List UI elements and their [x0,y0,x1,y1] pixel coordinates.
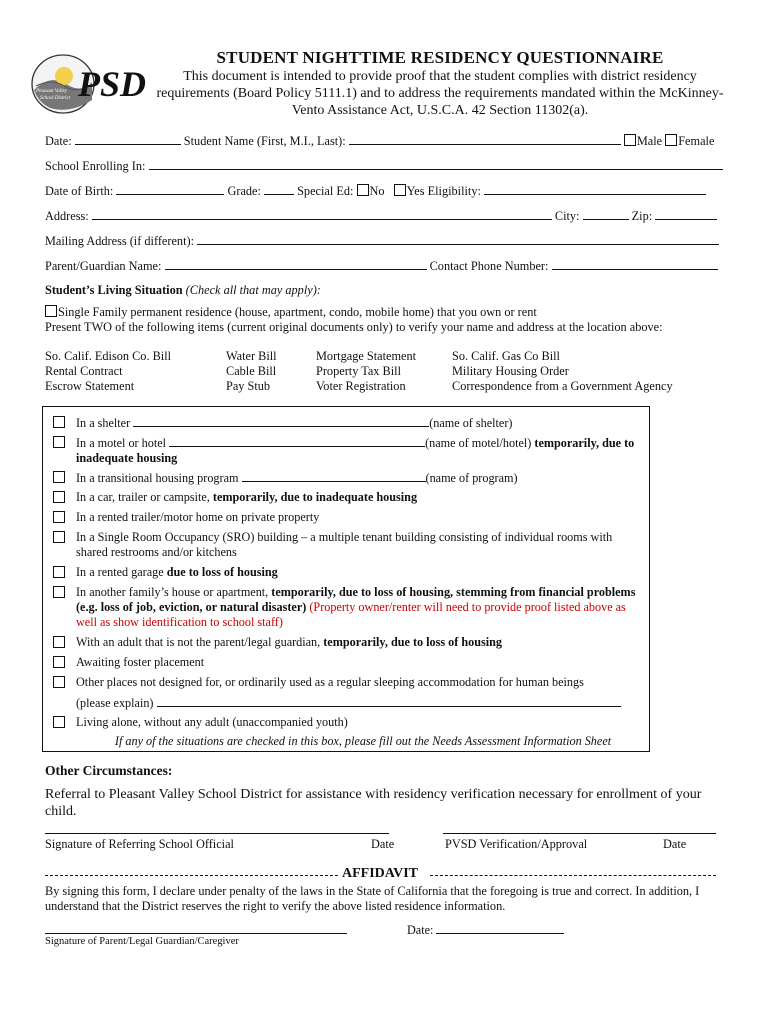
car-bold: temporarily, due to inadequate housing [212,490,418,504]
motel-suffix: (name of motel/hotel) [425,436,532,450]
student-name-label: Student Name (First, M.I., Last): [183,134,346,148]
grade-label: Grade: [227,184,261,198]
motel-checkbox[interactable] [53,436,65,448]
mailing-field[interactable] [197,233,719,245]
other-places-checkbox[interactable] [53,676,65,688]
car-checkbox[interactable] [53,491,65,503]
foster-checkbox[interactable] [53,656,65,668]
affidavit-text: By signing this form, I declare under penalty of the laws in the State of California that the foregoing is true and correct. In addition, I understand that the District reserves the right to verify the above listed residence information. [45,884,700,913]
pvsd-verification-label: PVSD Verification/Approval [445,837,588,851]
car-label: In a car, trailer or campsite, [76,490,210,504]
documents-list [45,349,725,395]
referral-text: Referral to Pleasant Valley School District for assistance with residency verification necessary for enrollment of your child. [45,787,702,819]
affidavit-divider-right [430,875,716,876]
single-family-label: Single Family permanent residence (house, apartment, condo, mobile home) that you own or rent [58,305,537,319]
document-item: Property Tax Bill [316,364,401,378]
parent-signature-label: Signature of Parent/Legal Guardian/Caregiver [45,936,239,947]
date-label: Date: [45,134,72,148]
parent-row [45,258,718,274]
dob-label: Date of Birth: [45,184,114,198]
garage-bold: due to loss of housing [166,565,278,579]
yes-label: Yes [406,184,425,198]
mailing-label: Mailing Address (if different): [45,234,195,248]
school-row [45,158,723,174]
affidavit-date-label: Date: [407,923,434,937]
adult-label: With an adult that is not the parent/legal guardian, [76,635,321,649]
pvsd-signature-line[interactable] [443,833,716,834]
city-label: City: [554,209,580,223]
transitional-label: In a transitional housing program [76,471,239,485]
parent-field[interactable] [165,258,427,270]
transitional-checkbox[interactable] [53,471,65,483]
eligibility-field[interactable] [484,183,706,195]
document-item: Escrow Statement [45,379,135,393]
document-item: Cable Bill [226,364,277,378]
special-ed-yes-checkbox[interactable] [394,184,406,196]
no-label: No [369,184,385,198]
trailer-label: In a rented trailer/motor home on private property [76,510,320,524]
address-row [45,208,717,224]
document-item: Military Housing Order [452,364,569,378]
affidavit-date-row [407,922,564,938]
special-ed-no-checkbox[interactable] [357,184,369,196]
signature-official-label: Signature of Referring School Official [45,837,234,851]
dob-field[interactable] [116,183,224,195]
address-label: Address: [45,209,89,223]
affidavit-divider-left [45,875,338,876]
program-name-field[interactable] [242,470,426,482]
other-heading: Other Circumstances: [45,763,173,778]
zip-label: Zip: [631,209,653,223]
garage-checkbox[interactable] [53,566,65,578]
svg-text:Pleasant Valley: Pleasant Valley [36,89,67,94]
family-red-note: (Property owner/renter will need to provide proof listed above as well as show identification to school staff) [76,600,626,629]
svg-text:School District: School District [40,96,71,101]
document-item: Pay Stub [226,379,271,393]
student-name-row [45,133,714,149]
situations-box [42,406,650,752]
family-checkbox[interactable] [53,586,65,598]
motel-label: In a motel or hotel [76,436,167,450]
female-checkbox[interactable] [665,134,677,146]
phone-label: Contact Phone Number: [429,259,549,273]
official-signature-line[interactable] [45,833,389,834]
document-item: So. Calif. Edison Co. Bill [45,349,172,363]
zip-field[interactable] [655,208,717,220]
affidavit-title: AFFIDAVIT [342,866,418,881]
eligibility-label: Eligibility: [427,184,481,198]
alone-checkbox[interactable] [53,716,65,728]
trailer-checkbox[interactable] [53,511,65,523]
document-item: Mortgage Statement [316,349,417,363]
explain-label: (please explain) [76,696,154,710]
shelter-name-field[interactable] [133,415,429,427]
document-item: Water Bill [226,349,277,363]
single-family-row [45,305,537,320]
grade-field[interactable] [264,183,294,195]
mailing-row [45,233,719,249]
sro-checkbox[interactable] [53,531,65,543]
special-ed-label: Special Ed: [297,184,354,198]
living-heading-label: Student’s Living Situation [45,283,183,297]
district-logo [30,52,146,116]
alone-label: Living alone, without any adult (unaccompanied youth) [76,715,348,729]
date-label-2: Date [663,837,687,851]
garage-label: In a rented garage [76,565,164,579]
phone-field[interactable] [552,258,718,270]
parent-label: Parent/Guardian Name: [45,259,162,273]
school-field[interactable] [149,158,723,170]
student-name-field[interactable] [349,133,621,145]
living-heading [45,283,321,298]
document-item: Voter Registration [316,379,406,393]
family-bold: temporarily, due to loss of housing, stemming from financial problems (e.g. loss of job, eviction, or natural disaster) [76,585,636,614]
adult-bold: temporarily, due to loss of housing [323,635,503,649]
shelter-suffix: (name of shelter) [429,416,513,430]
motel-name-field[interactable] [169,435,425,447]
document-item: Correspondence from a Government Agency [452,379,673,393]
transitional-suffix: (name of program) [425,471,518,485]
parent-signature-line[interactable] [45,933,347,934]
intro-text: This document is intended to provide proof that the student complies with district residency requirements (Board Policy 5111.1) and to address the requirements mandated within the McKinney-Vento Assistance Act, U.S.C.A. 42 Section 11302(a). [156,69,724,118]
date-field[interactable] [75,133,181,145]
male-label: Male [636,134,663,148]
adult-checkbox[interactable] [53,636,65,648]
sro-label: In a Single Room Occupancy (SRO) building – a multiple tenant building consisting of individual rooms with shared restrooms and/or kitchens [76,530,613,559]
document-item: So. Calif. Gas Co Bill [452,349,560,363]
present-two-text: Present TWO of the following items (current original documents only) to verify your name and address at the location above: [45,320,663,334]
dob-row [45,183,706,199]
other-places-label: Other places not designed for, or ordinarily used as a regular sleeping accommodation for human beings [76,675,584,689]
male-checkbox[interactable] [624,134,636,146]
page-title: STUDENT NIGHTTIME RESIDENCY QUESTIONNAIRE [216,48,664,67]
school-label: School Enrolling In: [45,159,146,173]
document-item: Rental Contract [45,364,123,378]
city-field[interactable] [583,208,629,220]
family-label: In another family’s house or apartment, [76,585,269,599]
living-heading-note: (Check all that may apply): [185,283,321,297]
motel-bold: temporarily, due to inadequate housing [76,436,635,465]
date-label-1: Date [371,837,395,851]
foster-label: Awaiting foster placement [76,655,205,669]
single-family-checkbox[interactable] [45,305,57,317]
female-label: Female [678,134,715,148]
shelter-label: In a shelter [76,416,131,430]
box-note: If any of the situations are checked in this box, please fill out the Needs Assessment Information Sheet [114,734,612,748]
affidavit-date-field[interactable] [436,922,564,934]
logo-text: PSD [78,64,146,104]
explain-field[interactable] [157,695,621,707]
address-field[interactable] [92,208,552,220]
shelter-checkbox[interactable] [53,416,65,428]
